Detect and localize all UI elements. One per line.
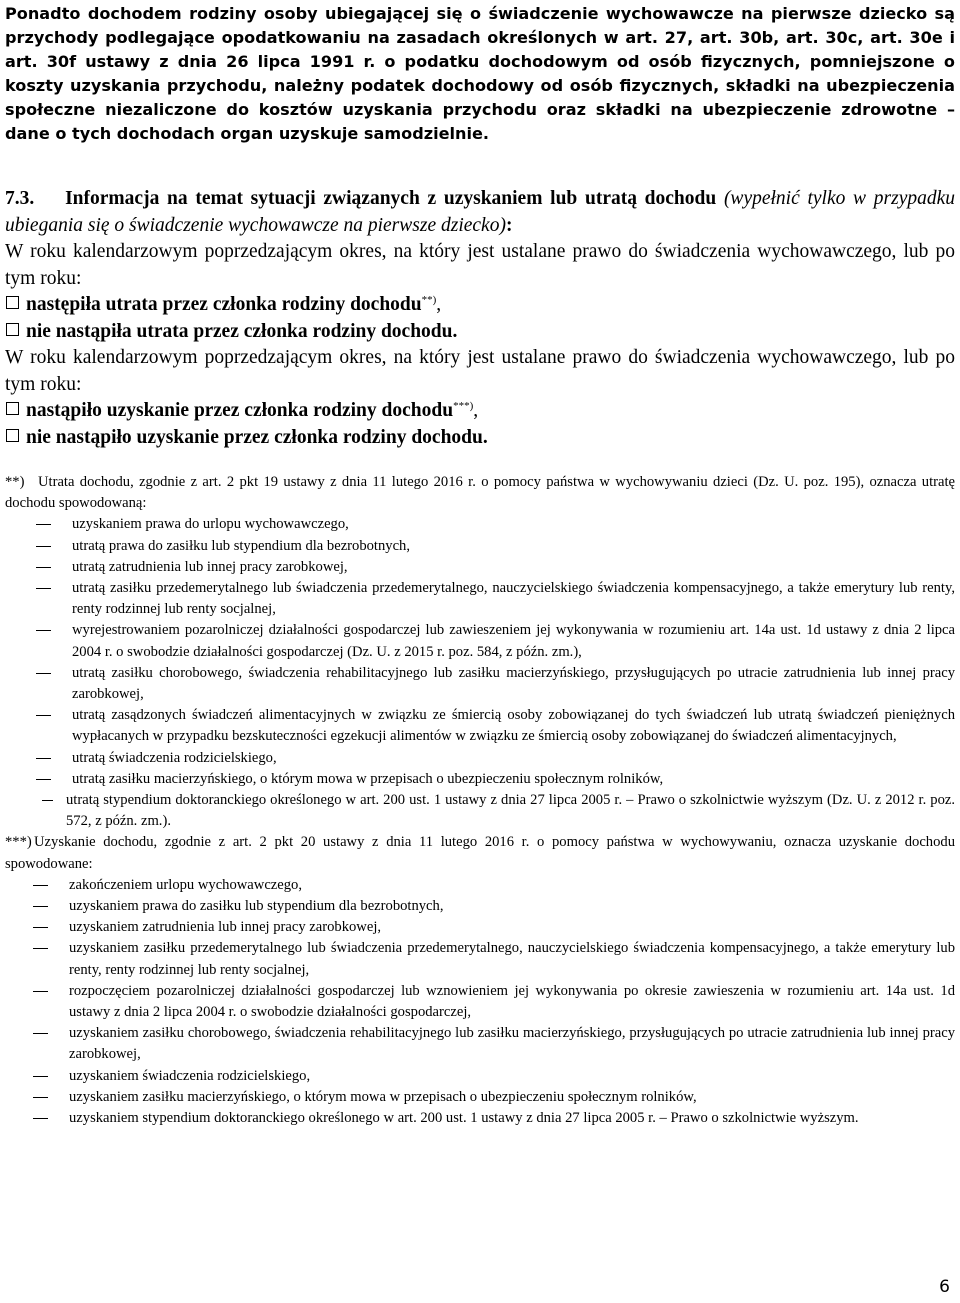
list-item: utratą zasiłku przedemerytalnego lub świadczenia przedemerytalnego, nauczycielskiego świadczenia kompensacyjnego, a także emerytury lub renty, renty rodzinnej lub renty socjalnej, xyxy=(5,578,955,620)
option-gain-yes-label: nastąpiło uzyskanie przez członka rodziny dochodu xyxy=(26,400,454,421)
footnote-loss-text: Utrata dochodu, zgodnie z art. 2 pkt 19 ustawy z dnia 11 lutego 2016 r. o pomocy państwa w wychowywaniu dzieci (Dz. U. poz. 195), oznacza utratę dochodu spowodowaną: xyxy=(5,474,955,512)
option-loss-no[interactable] xyxy=(5,319,955,346)
footnotes xyxy=(5,472,955,1129)
list-item: uzyskaniem prawa do urlopu wychowawczego, xyxy=(5,514,955,535)
option-loss-yes-label: następiła utrata przez członka rodziny dochodu xyxy=(26,294,422,315)
option-gain-no[interactable] xyxy=(5,425,955,452)
page-number: 6 xyxy=(939,1277,950,1297)
footnote-loss-marker: **) xyxy=(5,474,25,490)
footnote-ref-loss: **) xyxy=(421,294,437,306)
section-7-3 xyxy=(5,186,955,451)
checkbox-gain-no[interactable] xyxy=(6,429,19,442)
list-item: zakończeniem urlopu wychowawczego, xyxy=(5,875,955,896)
list-item: utratą zatrudnienia lub innej pracy zarobkowej, xyxy=(5,557,955,578)
list-item: uzyskaniem zasiłku macierzyńskiego, o którym mowa w przepisach o ubezpieczeniu społecznym rolników, xyxy=(5,1087,955,1108)
loss-question: W roku kalendarzowym poprzedzającym okres, na który jest ustalane prawo do świadczenia wychowawczego, lub po tym roku: xyxy=(5,241,955,289)
section-number: 7.3. xyxy=(5,188,35,209)
list-item: utratą zasądzonych świadczeń alimentacyjnych w związku ze śmiercią osoby zobowiązanej do tych świadczeń lub utratą świadczeń pieniężnych wypłacanych w przypadku bezskuteczności egzekucji alimentów w związku ze śmiercią osoby zobowiązanej do świadczeń alimentacyjnych, xyxy=(5,705,955,747)
option-loss-no-label: nie nastąpiła utrata przez członka rodziny dochodu. xyxy=(26,320,458,342)
footnote-gain-marker: ***) xyxy=(5,834,32,851)
section-heading: Informacja na temat sytuacji związanych z uzyskaniem lub utratą dochodu xyxy=(65,188,717,209)
footnote-gain-text: Uzyskanie dochodu, zgodnie z art. 2 pkt 20 ustawy z dnia 11 lutego 2016 r. o pomocy państwa w wychowywaniu, oznacza uzyskanie dochodu spowodowane: xyxy=(5,834,955,872)
option-gain-no-label: nie nastąpiło uzyskanie przez członka rodziny dochodu. xyxy=(26,426,488,448)
list-item: rozpoczęciem pozarolniczej działalności gospodarczej lub wznowieniem jej wykonywania po okresie zawieszenia w rozumieniu art. 14a ust. 1d ustawy z dnia 2 lipca 2004 r. o swobodzie działalności gospodarczej, xyxy=(5,981,955,1023)
list-item: uzyskaniem zatrudnienia lub innej pracy zarobkowej, xyxy=(5,917,955,938)
footnote-loss xyxy=(5,472,955,514)
option-loss-yes[interactable]: następiła utrata przez członka rodziny dochodu**), xyxy=(5,292,955,319)
option-gain-yes[interactable]: nastąpiło uzyskanie przez członka rodziny dochodu***), xyxy=(5,398,955,425)
list-item: uzyskaniem prawa do zasiłku lub stypendium dla bezrobotnych, xyxy=(5,896,955,917)
footnote-ref-gain: ***) xyxy=(453,400,474,412)
list-item: uzyskaniem świadczenia rodzicielskiego, xyxy=(5,1066,955,1087)
list-item: utratą świadczenia rodzicielskiego, xyxy=(5,748,955,769)
list-item: uzyskaniem zasiłku przedemerytalnego lub świadczenia przedemerytalnego, nauczycielskiego świadczenia kompensacyjnego, a także emerytury lub renty, renty rodzinnej lub renty socjalnej, xyxy=(5,938,955,980)
list-item: utratą zasiłku chorobowego, świadczenia rehabilitacyjnego lub zasiłku macierzyńskiego, przysługujących po utracie zatrudnienia lub innej pracy zarobkowej, xyxy=(5,663,955,705)
list-item: wyrejestrowaniem pozarolniczej działalności gospodarczej lub zawieszeniem jej wykonywania w rozumieniu art. 14a ust. 1d ustawy z dnia 2 lipca 2004 r. o swobodzie działalności gospodarczej (Dz. U. z 2015 r. poz. 584, z późn. zm.), xyxy=(5,620,955,662)
section-qualifier: (wypełnić tylko w przypadku ubiegania się o świadczenie wychowawcze na pierwsze dziecko) xyxy=(5,188,956,236)
list-item: uzyskaniem stypendium doktoranckiego określonego w art. 200 ust. 1 ustawy z dnia 27 lipca 2005 r. – Prawo o szkolnictwie wyższym. xyxy=(5,1108,955,1129)
section-heading-block xyxy=(5,186,955,239)
gain-question: W roku kalendarzowym poprzedzającym okres, na który jest ustalane prawo do świadczenia wychowawczego, lub po tym roku: xyxy=(5,347,955,395)
list-item: utratą stypendium doktoranckiego określonego w art. 200 ust. 1 ustawy z dnia 27 lipca 2005 r. – Prawo o szkolnictwie wyższym (Dz. U. z 2012 r. poz. 572, z późn. zm.). xyxy=(5,790,955,832)
loss-reasons-list xyxy=(5,514,955,832)
section-colon: : xyxy=(505,214,513,236)
gain-reasons-list xyxy=(5,875,955,1129)
list-item: uzyskaniem zasiłku chorobowego, świadczenia rehabilitacyjnego lub zasiłku macierzyńskiego, przysługujących po utracie zatrudnienia lub innej pracy zarobkowej, xyxy=(5,1023,955,1065)
intro-paragraph: Ponadto dochodem rodziny osoby ubiegającej się o świadczenie wychowawcze na pierwsze dziecko są przychody podlegające opodatkowaniu na zasadach określonych w art. 27, art. 30b, art. 30c, art. 30e i art. 30f ustawy z dnia 26 lipca 1991 r. o podatku dochodowym od osób fizycznych, pomniejszone o koszty uzyskania przychodu, należny podatek dochodowy od osób fizycznych, składki na ubezpieczenia społeczne niezaliczone do kosztów uzyskania przychodu oraz składki na ubezpieczenie zdrowotne – dane o tych dochodach organ uzyskuje samodzielnie. xyxy=(5,4,955,143)
list-item: utratą prawa do zasiłku lub stypendium dla bezrobotnych, xyxy=(5,536,955,557)
checkbox-gain-yes[interactable] xyxy=(6,402,19,415)
checkbox-loss-yes[interactable] xyxy=(6,296,19,309)
list-item: utratą zasiłku macierzyńskiego, o którym mowa w przepisach o ubezpieczeniu społecznym rolników, xyxy=(5,769,955,790)
footnote-gain xyxy=(5,832,955,874)
checkbox-loss-no[interactable] xyxy=(6,323,19,336)
